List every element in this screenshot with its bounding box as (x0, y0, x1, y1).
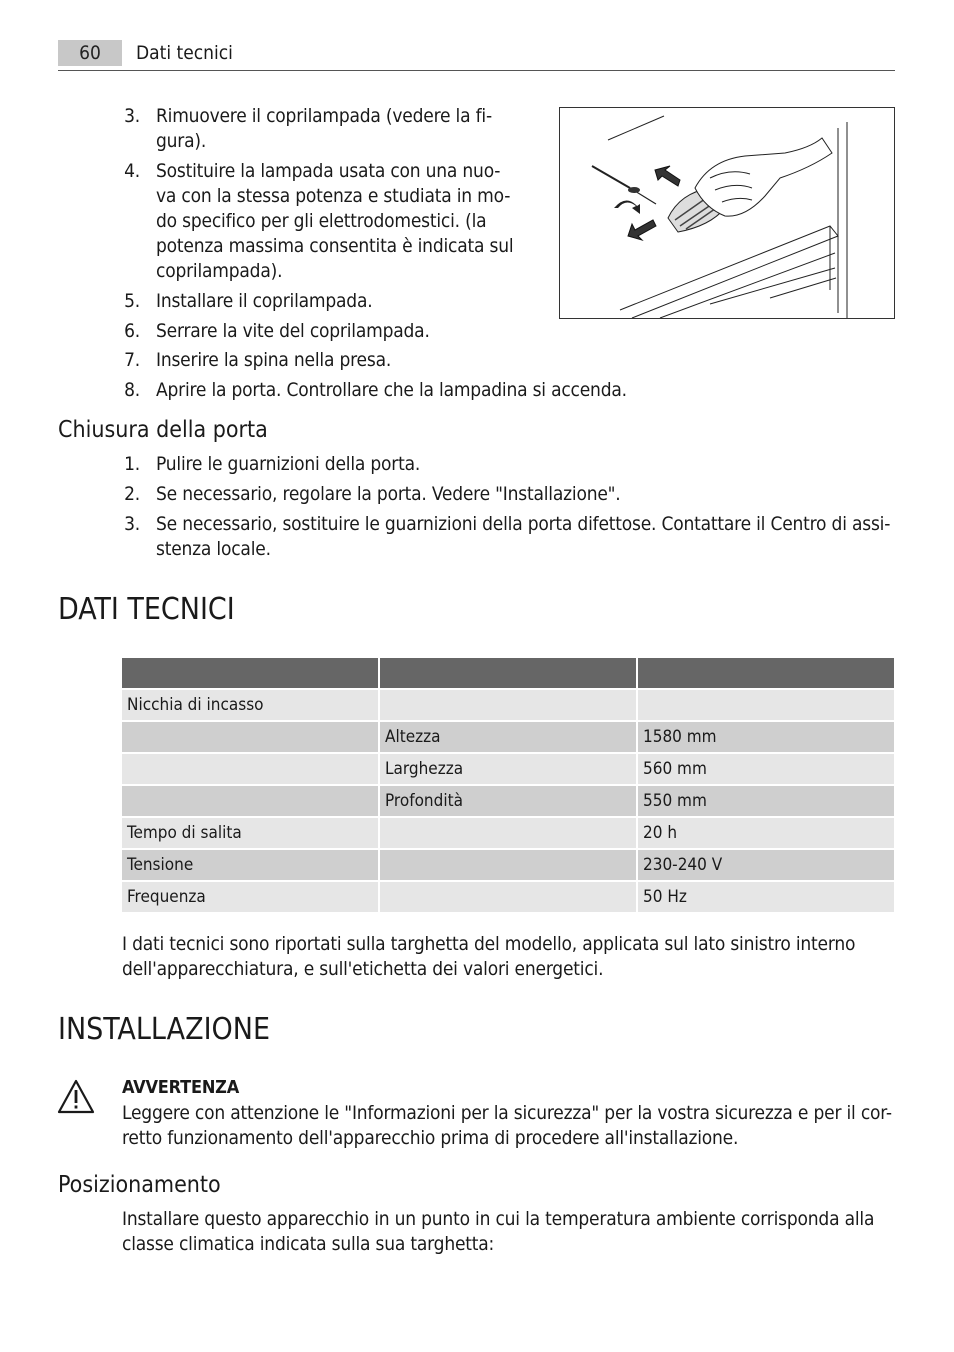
table-row (122, 722, 894, 752)
table-cell: Altezza (380, 722, 636, 752)
warning-line: retto funzionamento dell'apparecchio prima di procedere all'installazione. (122, 1127, 739, 1149)
tech-data-table (120, 656, 896, 914)
table-cell (380, 882, 636, 912)
step-text: va con la stessa potenza e studiata in mo- (156, 185, 511, 207)
lamp-steps-list (120, 104, 540, 284)
step-number: 7. (124, 349, 140, 371)
step-text: stenza locale. (156, 538, 271, 560)
table-cell (122, 722, 378, 752)
lamp-illustration-svg (560, 108, 894, 318)
table-cell: 1580 mm (638, 722, 894, 752)
warning-triangle-icon (56, 1078, 96, 1116)
step-number: 3. (124, 513, 140, 535)
table-cell: Frequenza (122, 882, 378, 912)
step-text: do specifico per gli elettrodomestici. (la (156, 210, 487, 232)
table-cell: 550 mm (638, 786, 894, 816)
step-text: Se necessario, regolare la porta. Vedere "Installazione". (156, 483, 621, 505)
table-row (122, 850, 894, 880)
step-text: gura). (156, 130, 207, 152)
lamp-cover-removal-illustration (559, 107, 895, 319)
table-cell: Tensione (122, 850, 378, 880)
table-cell (380, 818, 636, 848)
positioning-line: classe climatica indicata sulla sua targhetta: (122, 1233, 495, 1255)
warning-text (122, 1101, 902, 1151)
table-header-cell (638, 658, 894, 688)
table-cell: 560 mm (638, 754, 894, 784)
table-cell: Larghezza (380, 754, 636, 784)
table-row (122, 882, 894, 912)
table-cell (380, 690, 636, 720)
list-item (120, 104, 540, 154)
installation-heading: INSTALLAZIONE (58, 1012, 271, 1047)
step-text: Serrare la vite del coprilampada. (156, 320, 430, 342)
positioning-heading: Posizionamento (58, 1172, 221, 1198)
step-text: Installare il coprilampada. (156, 290, 373, 312)
step-text: Inserire la spina nella presa. (156, 349, 392, 371)
warning-line: Leggere con attenzione le "Informazioni per la sicurezza" per la vostra sicurezza e per il cor- (122, 1102, 892, 1124)
step-text: Aprire la porta. Controllare che la lampadina si accenda. (156, 379, 627, 401)
step-number: 1. (124, 453, 140, 475)
table-cell: 230-240 V (638, 850, 894, 880)
step-text: Se necessario, sostituire le guarnizioni della porta difettose. Contattare il Centro di assi- (156, 513, 891, 535)
table-cell: Profondità (380, 786, 636, 816)
door-closing-heading: Chiusura della porta (58, 417, 268, 443)
page-number: 60 (58, 40, 122, 66)
running-header: Dati tecnici (136, 42, 233, 64)
table-cell: Nicchia di incasso (122, 690, 378, 720)
step-number: 6. (124, 320, 140, 342)
step-number: 5. (124, 290, 140, 312)
step-number: 4. (124, 160, 140, 182)
warning-title: AVVERTENZA (122, 1077, 240, 1098)
header-divider (58, 70, 895, 71)
table-cell: Tempo di salita (122, 818, 378, 848)
step-text: coprilampada). (156, 260, 283, 282)
table-cell (122, 754, 378, 784)
table-header-row (122, 658, 894, 688)
step-number: 2. (124, 483, 140, 505)
step-text: potenza massima consentita è indicata sul (156, 235, 514, 257)
step-number: 3. (124, 105, 140, 127)
table-header-cell (380, 658, 636, 688)
table-cell: 50 Hz (638, 882, 894, 912)
table-cell (638, 690, 894, 720)
step-number: 8. (124, 379, 140, 401)
positioning-line: Installare questo apparecchio in un punto in cui la temperatura ambiente corrisponda alla (122, 1208, 875, 1230)
tech-data-note (122, 932, 902, 982)
table-cell: 20 h (638, 818, 894, 848)
table-cell (380, 850, 636, 880)
table-row (122, 690, 894, 720)
tech-data-heading: DATI TECNICI (58, 592, 235, 627)
step-text: Sostituire la lampada usata con una nuo- (156, 160, 501, 182)
table-header-cell (122, 658, 378, 688)
step-text: Rimuovere il coprilampada (vedere la fi- (156, 105, 492, 127)
table-row (122, 818, 894, 848)
note-line: I dati tecnici sono riportati sulla targhetta del modello, applicata sul lato sinistro interno (122, 933, 856, 955)
table-row (122, 786, 894, 816)
note-line: dell'apparecchiatura, e sull'etichetta dei valori energetici. (122, 958, 604, 980)
list-item (120, 159, 540, 284)
table-cell (122, 786, 378, 816)
step-text: Pulire le guarnizioni della porta. (156, 453, 421, 475)
positioning-text (122, 1207, 902, 1257)
table-row (122, 754, 894, 784)
